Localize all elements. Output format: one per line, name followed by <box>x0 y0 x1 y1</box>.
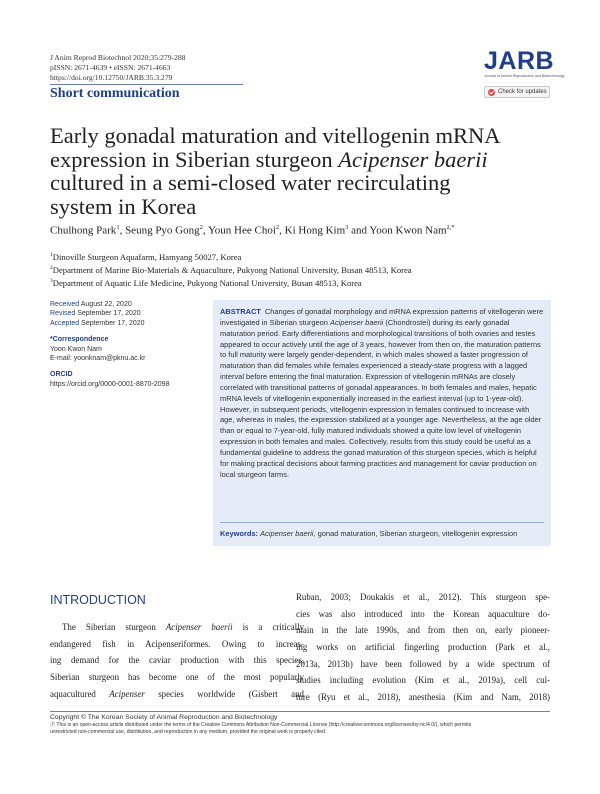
affiliation-text: Dinoville Sturgeon Aquafarm, Hamyang 50027, Korea <box>52 251 242 262</box>
received-label: Received <box>50 301 80 308</box>
body-species: Acipenser <box>109 688 145 699</box>
author-name: Ki Hong Kim <box>284 224 346 237</box>
correspondence-email[interactable]: E-mail: yoonknam@pknu.ac.kr <box>50 355 146 363</box>
title-species: Acipenser baerii <box>338 146 488 172</box>
orcid-heading: ORCID <box>50 371 73 379</box>
body-line: ture (Ryu et al., 2018), anesthesia (Kim and Nam, 2018) <box>296 692 550 703</box>
body-column-left <box>50 619 304 702</box>
journal-meta <box>50 53 185 83</box>
author-affiliation-mark: 2 <box>275 224 280 231</box>
license-text: This is an open-access article distributed under the terms of the Creative Commons Attribution Non-Commercial License (http://creativecommons.org/licenses/by-nc/4.0/), which permits <box>56 722 472 728</box>
body-line: ing works on artificial fingerling production (Park et al., <box>296 642 550 653</box>
body-line: Siberian sturgeon has become one of the most popularly <box>50 672 304 683</box>
body-line: ing demand for the caviar production with this species, <box>50 655 304 666</box>
author-affiliation-mark: 2 <box>199 224 203 231</box>
correspondence-heading: *Correspondence <box>50 336 109 344</box>
title-line: system in Korea <box>50 193 197 219</box>
journal-logo <box>484 47 565 79</box>
keywords <box>220 529 544 540</box>
body-line: 2013a, 2013b) have been followed by a wide spectrum of <box>296 658 550 669</box>
body-line <box>50 686 304 703</box>
author-affiliation-mark: 2,* <box>446 224 455 231</box>
accepted-label: Accepted <box>50 319 80 327</box>
journal-logo-text: JARB <box>484 47 555 75</box>
correspondence-name: Yoon Kwon Nam <box>50 345 102 353</box>
revised-value: September 17, 2020 <box>77 310 141 318</box>
abstract-body: Changes of gonadal morphology and mRNA expression patterns of vitellogenin were investigated in Siberian sturgeon <box>220 307 544 327</box>
keyword-species: Acipenser baerii <box>260 529 314 538</box>
body-column-right <box>296 589 550 706</box>
author-separator: , <box>279 224 285 237</box>
received-value: August 22, 2020 <box>80 301 132 308</box>
affiliation <box>50 250 550 263</box>
author-conjunction: and <box>348 224 370 237</box>
journal-doi[interactable]: https://doi.org/10.12750/JARB.35.3.279 <box>50 73 173 82</box>
body-species: Acipenser baerii <box>165 622 233 632</box>
title-line: cultured in a semi-closed water recirculating <box>50 170 451 195</box>
title-text: expression in Siberian sturgeon <box>50 146 339 172</box>
affiliation-list <box>50 250 550 289</box>
introduction-heading: INTRODUCTION <box>50 593 146 607</box>
author-separator: , <box>202 224 208 237</box>
title-line <box>50 148 550 172</box>
page-footer <box>50 713 550 736</box>
author-name: Youn Hee Choi <box>207 224 276 237</box>
article-sidebar <box>50 300 210 389</box>
article-type: Short communication <box>50 86 180 101</box>
received-date <box>50 300 210 309</box>
footer-divider <box>50 711 550 712</box>
body-text: The Siberian sturgeon <box>62 622 166 632</box>
check-updates-label: Check for updates <box>498 89 547 95</box>
keywords-label: Keywords: <box>220 529 259 538</box>
copyright-notice: Copyright © The Korean Society of Animal Reproduction and Biotechnology <box>50 714 278 721</box>
author-affiliation-mark: 1 <box>116 224 120 231</box>
body-line: endangered fish in Acipenseriformes. Owing to increas- <box>50 638 304 649</box>
article-title <box>50 124 550 218</box>
abstract-text <box>220 307 544 481</box>
affiliation <box>50 276 550 289</box>
keywords-list: , gonad maturation, Siberian sturgeon, vitellogenin expression <box>313 529 518 538</box>
abstract-body: (Chondrostei) during its early gonadal maturation period. Early differentiations and morphological transitions of both ovaries and testes appeared to occur actively until the age of 3 years, however from then on, the maturation patterns to full maturity were largely gender-dependent, in which males showed a faster progression of maturation than did females while females experienced a steady-state progress with a lagged interval before entering the final maturation. Expression of vitellogenin mRNAs are closely correlated with transitional patterns of gonadal appearances. In both females and males, hepatic mRNA levels of vitellogenin exponentially increased in the earliest interval (up to 1-year-old). However, in subsequent periods, vitellogenin expression in females continued to increase with age, whereas in males, the expression stabilized at a younger age. Nevertheless, at the age older than or equal to 7-year-old, fully matured individuals showed a quite low level of vitellogenin expression in both females and males. Collectively, results from this study could be useful as a fundamental guideline to address the gonad maturation of this sturgeon species, which is helpful for making practical decisions about farming practices and management for caviar production on local sturgeon farms. <box>220 317 542 479</box>
author-name: Chulhong Park <box>50 224 117 237</box>
orcid-link[interactable]: https://orcid.org/0000-0001-8870-2098 <box>50 380 170 388</box>
license-notice <box>50 722 550 736</box>
cc-icon: Ⓟ <box>50 722 57 728</box>
author-name: Yoon Kwon Nam <box>369 224 447 237</box>
body-line: studies including evolution (Kim et al., 2019a), cell cul- <box>296 675 550 686</box>
author-name: Seung Pyo Gong <box>125 224 200 237</box>
affiliation <box>50 263 550 276</box>
body-text: species worldwide (Gisbert and <box>144 688 304 699</box>
title-line: Early gonadal maturation and vitellogenin mRNA <box>50 123 501 148</box>
body-text: aquacultured <box>50 688 110 699</box>
accepted-date <box>50 319 210 328</box>
journal-issn: pISSN: 2671-4639 • eISSN: 2671-4663 <box>50 63 171 72</box>
body-line: main in the late 1990s, and from then on, early pioneer- <box>296 625 550 636</box>
accepted-value: September 17, 2020 <box>81 319 145 327</box>
affiliation-text: Department of Marine Bio-Materials & Aquaculture, Pukyong National University, Busan 48513, Korea <box>52 264 412 275</box>
abstract-species: Acipenser baerii <box>329 317 384 327</box>
affiliation-number: 2 <box>50 264 53 271</box>
affiliation-text: Department of Aquatic Life Medicine, Pukyong National University, Busan 48513, Korea <box>52 277 362 288</box>
body-line <box>50 619 304 636</box>
journal-logo-subtitle: Journal of Animal Reproduction and Biotechnology <box>484 74 565 78</box>
body-line: Ruban, 2003; Doukakis et al., 2012). This sturgeon spe- <box>296 592 550 602</box>
author-affiliation-mark: 3 <box>345 224 349 231</box>
body-line: cies was also introduced into the Korean aquaculture do- <box>296 608 550 619</box>
check-updates-icon <box>488 89 495 96</box>
header-divider <box>50 84 243 85</box>
affiliation-number: 1 <box>50 252 53 258</box>
license-text: unrestricted non-commercial use, distribution, and reproduction in any medium, provided the original work is properly cited. <box>50 729 327 735</box>
revised-date <box>50 309 210 318</box>
keywords-divider <box>220 522 544 523</box>
author-separator: , <box>119 224 126 237</box>
author-list <box>50 224 560 237</box>
abstract-box <box>213 300 551 546</box>
affiliation-number: 3 <box>50 277 53 284</box>
abstract-label: ABSTRACT <box>220 307 261 316</box>
revised-label: Revised <box>50 310 76 318</box>
check-for-updates-button[interactable] <box>484 86 550 98</box>
body-text: is a critically <box>232 622 305 632</box>
journal-citation: J Anim Reprod Biotechnol 2020;35:279-288 <box>50 53 186 62</box>
